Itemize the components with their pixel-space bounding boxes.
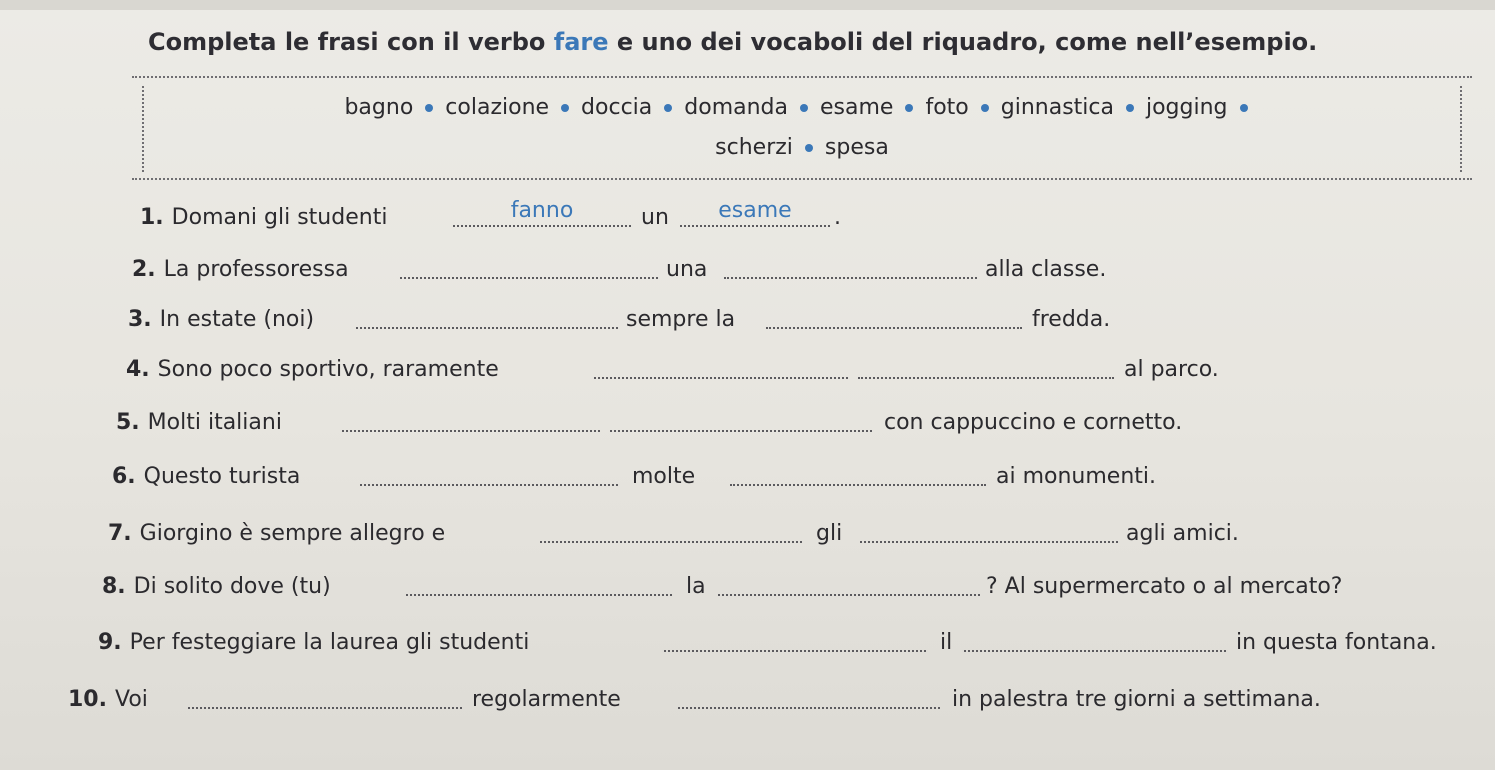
sentence-1-text bbox=[140, 203, 387, 233]
bullet-separator bbox=[981, 104, 989, 112]
word-domanda: domanda bbox=[684, 95, 788, 120]
answer-text: fanno bbox=[510, 198, 574, 223]
sentence-8 bbox=[0, 572, 1495, 602]
sentence-9-text bbox=[98, 628, 529, 658]
sentence-part-2: molte bbox=[632, 464, 696, 489]
instruction-prefix: Completa le frasi con il verbo bbox=[148, 28, 554, 56]
sentence-part-3: agli amici. bbox=[1126, 521, 1239, 546]
sentence-part-2: regolarmente bbox=[472, 687, 621, 712]
sentence-part-1: Di solito dove (tu) bbox=[133, 574, 331, 599]
sentence-5 bbox=[0, 408, 1495, 438]
top-page-strip bbox=[0, 0, 1495, 10]
answer-blank-2b[interactable] bbox=[724, 277, 977, 279]
sentence-10-text bbox=[68, 685, 148, 715]
answer-blank-7b[interactable] bbox=[860, 541, 1118, 543]
sentence-10 bbox=[0, 685, 1495, 715]
sentence-part-3: in questa fontana. bbox=[1236, 630, 1437, 655]
sentence-part-2: gli bbox=[816, 521, 843, 546]
sentence-part-3: fredda. bbox=[1032, 307, 1111, 332]
sentence-2-text bbox=[132, 255, 349, 285]
answer-blank-4b[interactable] bbox=[858, 377, 1114, 379]
sentence-part-3: alla classe. bbox=[985, 257, 1107, 282]
word-jogging: jogging bbox=[1145, 95, 1228, 120]
bullet-separator bbox=[805, 144, 813, 152]
bullet-separator bbox=[561, 104, 569, 112]
answer-blank-9b[interactable] bbox=[964, 650, 1226, 652]
sentence-part-3: al parco. bbox=[1124, 357, 1219, 382]
answer-blank-3a[interactable] bbox=[356, 327, 618, 329]
sentence-number: 2. bbox=[132, 257, 156, 282]
sentence-3 bbox=[0, 305, 1495, 335]
word-box-row-2 bbox=[132, 135, 1472, 160]
sentence-part-1: In estate (noi) bbox=[159, 307, 315, 332]
sentence-number: 9. bbox=[98, 630, 122, 655]
answer-blank-1b[interactable] bbox=[680, 198, 830, 227]
sentence-part-3: . bbox=[834, 205, 841, 230]
sentence-number: 4. bbox=[126, 357, 150, 382]
word-scherzi: scherzi bbox=[715, 135, 793, 160]
answer-blank-8a[interactable] bbox=[406, 594, 672, 596]
answer-blank-1a[interactable] bbox=[453, 198, 631, 227]
instruction-suffix: e uno dei vocaboli del riquadro, come nell’esempio. bbox=[608, 28, 1318, 56]
sentence-part-1: La professoressa bbox=[163, 257, 349, 282]
word-colazione: colazione bbox=[445, 95, 550, 120]
sentence-7-text bbox=[108, 519, 445, 549]
bullet-separator bbox=[425, 104, 433, 112]
answer-blank-3b[interactable] bbox=[766, 327, 1022, 329]
sentence-part-1: Molti italiani bbox=[147, 410, 282, 435]
sentence-part-1: Sono poco sportivo, raramente bbox=[157, 357, 499, 382]
answer-blank-6b[interactable] bbox=[730, 484, 986, 486]
sentence-6 bbox=[0, 462, 1495, 492]
word-ginnastica: ginnastica bbox=[1000, 95, 1114, 120]
word-box bbox=[132, 76, 1472, 180]
sentence-number: 1. bbox=[140, 205, 164, 230]
answer-blank-6a[interactable] bbox=[360, 484, 618, 486]
sentence-6-text bbox=[112, 462, 300, 492]
sentence-number: 10. bbox=[68, 687, 107, 712]
sentence-part-3: in palestra tre giorni a settimana. bbox=[952, 687, 1321, 712]
sentence-part-2: la bbox=[686, 574, 706, 599]
sentence-number: 3. bbox=[128, 307, 152, 332]
sentence-number: 8. bbox=[102, 574, 126, 599]
sentence-number: 6. bbox=[112, 464, 136, 489]
sentence-number: 7. bbox=[108, 521, 132, 546]
sentence-7 bbox=[0, 519, 1495, 549]
answer-blank-8b[interactable] bbox=[718, 594, 980, 596]
sentence-5-text bbox=[116, 408, 282, 438]
sentence-part-1: Domani gli studenti bbox=[171, 205, 388, 230]
sentence-1 bbox=[0, 198, 1495, 233]
answer-blank-7a[interactable] bbox=[540, 541, 802, 543]
word-esame: esame bbox=[820, 95, 894, 120]
answer-blank-5b[interactable] bbox=[610, 430, 872, 432]
sentence-9 bbox=[0, 628, 1495, 658]
bullet-separator bbox=[800, 104, 808, 112]
instruction-verb: fare bbox=[553, 28, 609, 56]
sentence-part-3: ai monumenti. bbox=[996, 464, 1157, 489]
sentence-part-2: sempre la bbox=[626, 307, 736, 332]
answer-blank-4a[interactable] bbox=[594, 377, 848, 379]
sentence-part-2: il bbox=[940, 630, 953, 655]
sentence-3-text bbox=[128, 305, 314, 335]
sentence-part-1: Per festeggiare la laurea gli studenti bbox=[129, 630, 530, 655]
sentence-4-text bbox=[126, 355, 499, 385]
sentence-part-1: Questo turista bbox=[143, 464, 301, 489]
word-doccia: doccia bbox=[581, 95, 653, 120]
word-bagno: bagno bbox=[344, 95, 414, 120]
bullet-separator bbox=[905, 104, 913, 112]
answer-blank-9a[interactable] bbox=[664, 650, 926, 652]
sentence-2 bbox=[0, 255, 1495, 285]
sentence-4 bbox=[0, 355, 1495, 385]
answer-blank-10a[interactable] bbox=[188, 707, 462, 709]
bullet-separator bbox=[1240, 104, 1248, 112]
answer-blank-10b[interactable] bbox=[678, 707, 940, 709]
answer-blank-5a[interactable] bbox=[342, 430, 600, 432]
sentence-part-2: un bbox=[641, 205, 669, 230]
exercise-instruction bbox=[148, 28, 1317, 56]
bullet-separator bbox=[1126, 104, 1134, 112]
word-spesa: spesa bbox=[824, 135, 889, 160]
sentence-8-text bbox=[102, 572, 331, 602]
sentence-number: 5. bbox=[116, 410, 140, 435]
answer-blank-2a[interactable] bbox=[400, 277, 658, 279]
word-box-row-1 bbox=[132, 95, 1472, 120]
answer-text: esame bbox=[718, 198, 792, 223]
sentence-part-2: una bbox=[666, 257, 708, 282]
sentence-part-3: ? Al supermercato o al mercato? bbox=[986, 574, 1343, 599]
sentence-part-3: con cappuccino e cornetto. bbox=[884, 410, 1183, 435]
sentence-part-1: Voi bbox=[114, 687, 148, 712]
word-foto: foto bbox=[925, 95, 969, 120]
sentence-part-1: Giorgino è sempre allegro e bbox=[139, 521, 446, 546]
bullet-separator bbox=[664, 104, 672, 112]
